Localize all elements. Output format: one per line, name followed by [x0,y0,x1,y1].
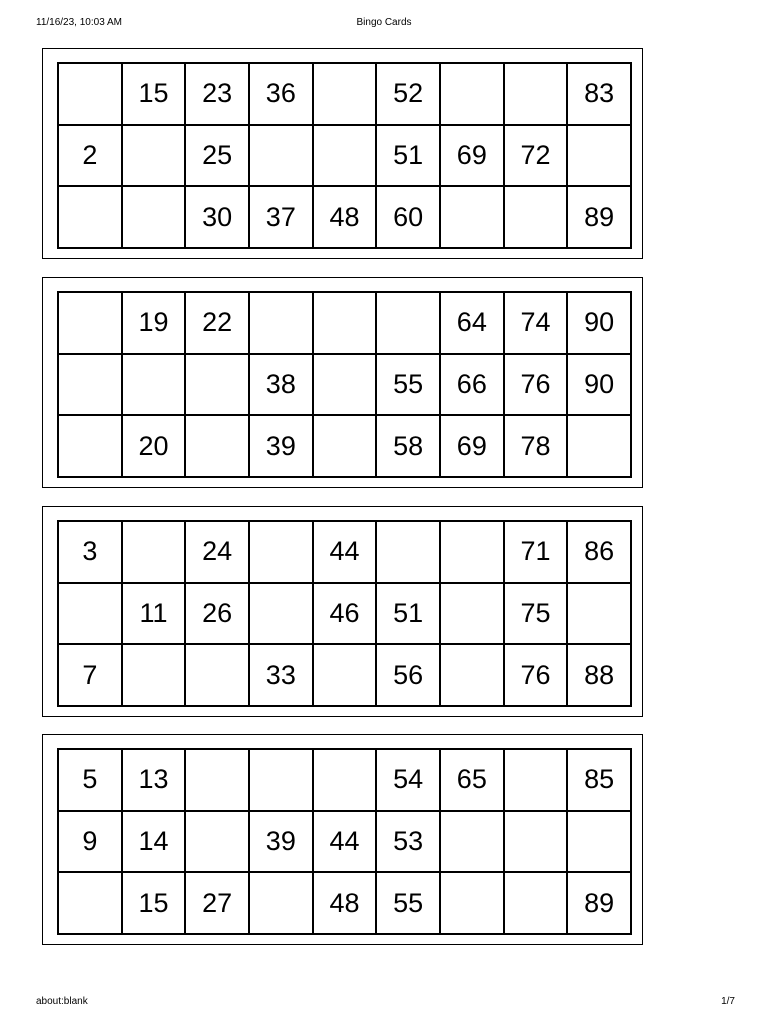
bingo-cell: 51 [377,584,441,646]
bingo-cell [123,355,187,417]
bingo-cell: 38 [250,355,314,417]
bingo-cell [568,126,632,188]
bingo-cell: 56 [377,645,441,707]
bingo-cell [59,64,123,126]
bingo-cell: 71 [505,522,569,584]
bingo-cell [123,645,187,707]
bingo-cell [59,355,123,417]
bingo-cell: 44 [314,522,378,584]
bingo-cell [377,522,441,584]
bingo-cell [441,522,505,584]
bingo-cell [441,873,505,935]
bingo-cell: 54 [377,750,441,812]
bingo-cell: 89 [568,187,632,249]
bingo-cell [314,355,378,417]
bingo-cell [441,645,505,707]
bingo-cell [250,522,314,584]
bingo-cell: 37 [250,187,314,249]
bingo-cell: 20 [123,416,187,478]
bingo-cell: 65 [441,750,505,812]
bingo-cell: 39 [250,416,314,478]
bingo-cell: 23 [186,64,250,126]
bingo-cell [441,64,505,126]
bingo-card-grid [57,748,632,935]
bingo-cell: 74 [505,293,569,355]
bingo-cell: 72 [505,126,569,188]
bingo-cell: 76 [505,645,569,707]
bingo-cell: 53 [377,812,441,874]
bingo-cell: 90 [568,355,632,417]
bingo-cell [314,126,378,188]
bingo-cell: 44 [314,812,378,874]
bingo-cell [441,187,505,249]
bingo-cell [505,812,569,874]
bingo-cell [186,645,250,707]
bingo-cell: 48 [314,187,378,249]
bingo-cell [123,187,187,249]
bingo-cell: 15 [123,873,187,935]
page-number: 1/7 [721,996,735,1007]
bingo-cell [59,293,123,355]
bingo-cell [186,812,250,874]
bingo-cell: 86 [568,522,632,584]
bingo-cell [314,750,378,812]
bingo-cell [186,355,250,417]
bingo-cell [250,584,314,646]
bingo-cell: 64 [441,293,505,355]
bingo-cell: 27 [186,873,250,935]
bingo-cell: 25 [186,126,250,188]
bingo-cell [59,187,123,249]
bingo-cell: 55 [377,355,441,417]
bingo-card [42,277,643,488]
bingo-card-grid [57,62,632,249]
bingo-cell: 76 [505,355,569,417]
bingo-card [42,506,643,717]
bingo-cell: 7 [59,645,123,707]
bingo-cell [505,64,569,126]
bingo-cell: 39 [250,812,314,874]
bingo-cell [59,416,123,478]
bingo-cell: 13 [123,750,187,812]
bingo-cell [250,293,314,355]
bingo-cell: 88 [568,645,632,707]
bingo-card-grid [57,291,632,478]
bingo-cell [568,416,632,478]
bingo-cell [250,750,314,812]
bingo-cell: 78 [505,416,569,478]
bingo-cell: 11 [123,584,187,646]
bingo-card [42,48,643,259]
bingo-cell: 83 [568,64,632,126]
bingo-cell: 69 [441,416,505,478]
bingo-cell [250,873,314,935]
page-url: about:blank [36,996,88,1007]
page-title: Bingo Cards [356,17,412,28]
bingo-cell [505,750,569,812]
bingo-cell: 30 [186,187,250,249]
bingo-card [42,734,643,945]
bingo-cell: 66 [441,355,505,417]
bingo-cell: 36 [250,64,314,126]
bingo-cell [59,584,123,646]
bingo-cell: 75 [505,584,569,646]
bingo-cell: 2 [59,126,123,188]
bingo-cell: 24 [186,522,250,584]
bingo-cell [314,293,378,355]
bingo-cell [314,64,378,126]
bingo-cell [314,416,378,478]
bingo-cell: 48 [314,873,378,935]
bingo-cell: 19 [123,293,187,355]
bingo-cell [441,812,505,874]
bingo-cell: 89 [568,873,632,935]
bingo-cell: 15 [123,64,187,126]
bingo-cell: 90 [568,293,632,355]
bingo-cell: 55 [377,873,441,935]
bingo-cell [568,812,632,874]
bingo-cell [186,750,250,812]
bingo-cell: 51 [377,126,441,188]
bingo-cell: 60 [377,187,441,249]
bingo-cell: 52 [377,64,441,126]
bingo-cell [505,873,569,935]
bingo-cell: 3 [59,522,123,584]
print-datetime: 11/16/23, 10:03 AM [36,17,122,28]
bingo-cell: 85 [568,750,632,812]
bingo-cell: 46 [314,584,378,646]
bingo-cell [568,584,632,646]
bingo-cell [123,522,187,584]
bingo-cell [250,126,314,188]
bingo-cell: 69 [441,126,505,188]
bingo-card-grid [57,520,632,707]
bingo-cell [186,416,250,478]
bingo-cell [59,873,123,935]
bingo-cell: 26 [186,584,250,646]
bingo-cell [123,126,187,188]
bingo-cell: 22 [186,293,250,355]
bingo-cell [441,584,505,646]
bingo-cell [377,293,441,355]
bingo-cell: 58 [377,416,441,478]
bingo-cell: 9 [59,812,123,874]
bingo-cell [505,187,569,249]
bingo-cell [314,645,378,707]
bingo-cell: 33 [250,645,314,707]
bingo-cell: 14 [123,812,187,874]
bingo-cell: 5 [59,750,123,812]
